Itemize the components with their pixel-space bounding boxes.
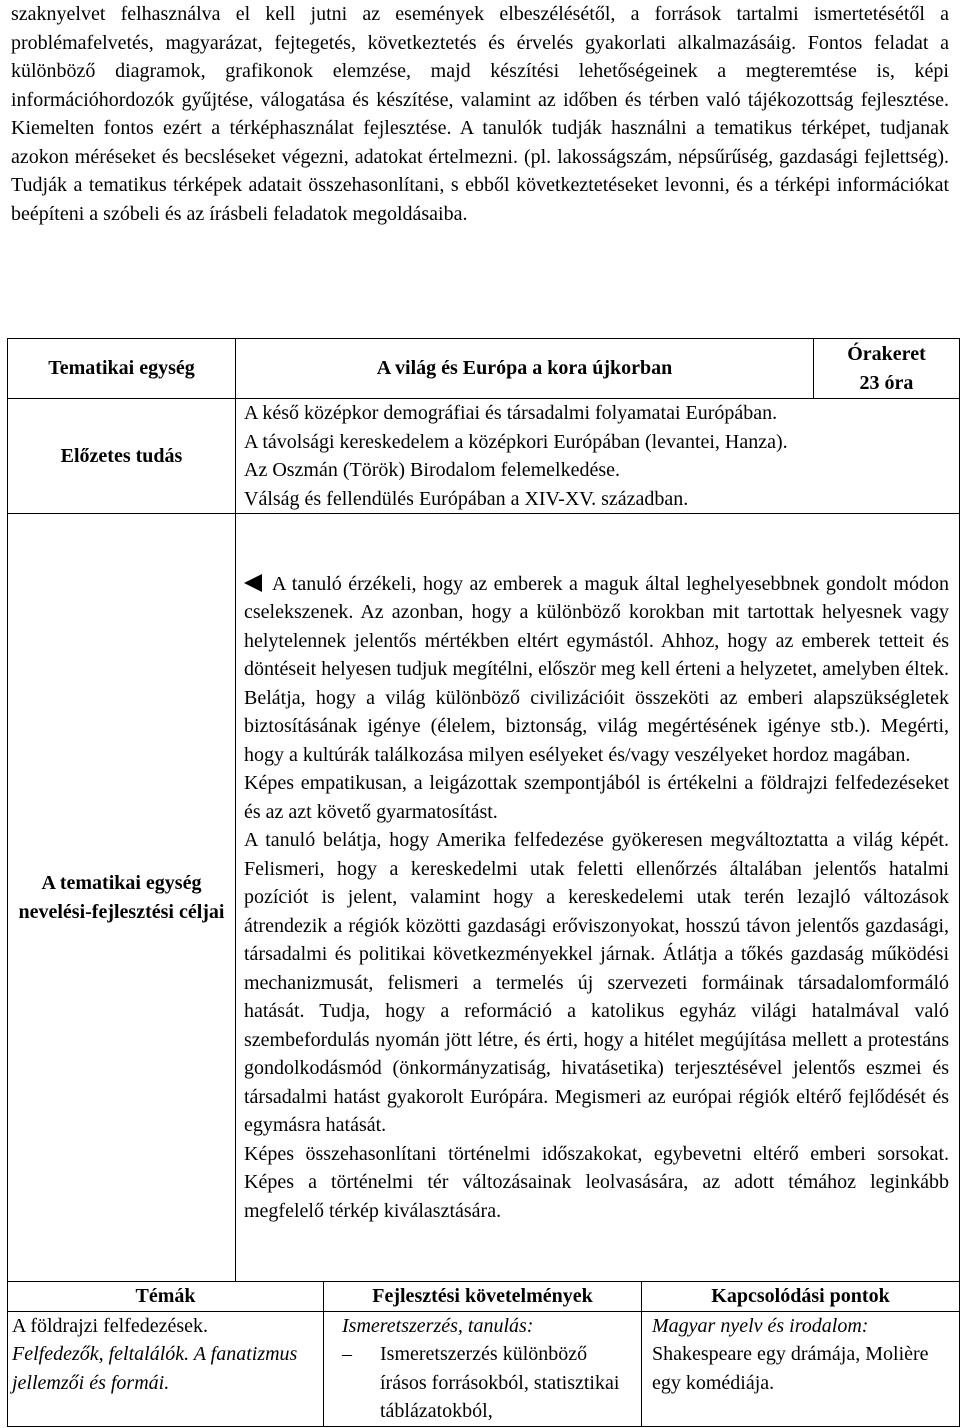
topic-line: A földrajzi felfedezések. xyxy=(12,1314,209,1337)
goals-paragraph: Képes összehasonlítani történelmi időszakokat, egybevetni eltérő emberi sorsokat. Képes a történelmi tér változásainak leolvasására, az adott témához leginkább megfelelő térkép kiválasztására. xyxy=(244,1142,949,1222)
dash-bullet: – xyxy=(342,1343,352,1365)
hours-value: 23 óra xyxy=(859,371,914,394)
intro-text: szaknyelvet felhasználva el kell jutni az események elbeszélésétől, a források tartalmi ismertetésétől a problémafelvetés, magyarázat, fejtegetés, következtetés és érvelés gyakorlati alkalmazásáig. Fontos feladat a különböző diagramok, grafikonok elemzése, majd készítési lehetőségeinek a megteremtése is, képi információhordozók gyűjtése, válogatása és készítése, valamint az időben és térben való tájékozottság fejlesztése. Kiemelten fontos ezért a térképhasználat fejlesztése. A tanulók tudják használni a tematikus térképet, tudjanak azokon méréseket és becsléseket végezni, adatokat értelmezni. (pl. lakosságszám, népsűrűség, gazdasági fejlettség). Tudják a tematikus térképek adatait összehasonlítani, s ebből következtetéseket levonni, és a térképi információkat beépíteni a szóbeli és az írásbeli feladatok megoldásaiba. xyxy=(11,3,949,225)
prior-item: Az Oszmán (Török) Birodalom felemelkedése. xyxy=(244,459,620,481)
header-topics: Témák xyxy=(8,1282,324,1312)
goals-paragraph xyxy=(236,570,959,770)
development-heading: Ismeretszerzés, tanulás: xyxy=(342,1314,534,1337)
hours-cell xyxy=(814,339,960,399)
topics-table xyxy=(7,1281,960,1427)
goals-label-text: A tematikai egység nevelési-fejlesztési céljai xyxy=(18,872,225,923)
links-heading: Magyar nyelv és irodalom: xyxy=(652,1314,869,1337)
unit-row xyxy=(8,339,960,399)
curriculum-table xyxy=(7,338,960,1282)
triangle-left-icon xyxy=(244,574,262,592)
prior-item: A késő középkor demográfiai és társadalmi folyamatai Európában. xyxy=(244,402,778,424)
unit-title: A világ és Európa a kora újkorban xyxy=(236,339,814,399)
development-cell xyxy=(324,1311,642,1426)
links-cell xyxy=(642,1311,960,1426)
prior-item: A távolsági kereskedelem a középkori Európában (levantei, Hanza). xyxy=(244,430,788,453)
links-text: Shakespeare egy drámája, Molière egy komédiája. xyxy=(652,1343,929,1394)
prior-item: Válság és fellendülés Európában a XIV-XV. században. xyxy=(244,487,689,510)
goals-label xyxy=(8,514,236,1282)
goals-paragraph: A tanuló belátja, hogy Amerika felfedezése gyökeresen megváltoztatta a világ képét. Felismeri, hogy a kereskedelmi utak feletti ellenőrzés általában jelentős hatalmi pozíciót is jelent, valamint hogy a kereskedelemi utak terén lezajló változások átrendezik a régiók közötti gazdasági erőviszonyokat, hosszú távon jelentős gazdasági, társadalmi és politikai következményekkel járnak. Átlátja a tőkés gazdaság működési mechanizmusát, felismeri a termelés új szervezeti formáinak társadalomformáló hatását. Tudja, hogy a reformáció a katolikus egyház világi hatalmával való szembefordulás nyomán jött létre, és érti, hogy a hitélet megújítása mellett a protestáns gondolkodásmód (önkormányzatiság, hivatásetika) terjesztésével jelentős eszmei és társadalmi hatást gyakorolt Európára. Megismeri az európai régiók eltérő fejlődését és egymásra hatását. xyxy=(244,829,949,1137)
development-item-text: Ismeretszerzés különböző írásos forrásokból, statisztikai táblázatokból, xyxy=(380,1343,620,1422)
goals-row xyxy=(8,514,960,1282)
prior-label: Előzetes tudás xyxy=(8,399,236,514)
goals-paragraph: Képes empatikusan, a leigázottak szempontjából is értékelni a földrajzi felfedezéseket és az azt követő gyarmatosítást. xyxy=(244,772,949,823)
development-item xyxy=(342,1340,637,1426)
intro-paragraph xyxy=(11,0,949,228)
unit-label: Tematikai egység xyxy=(8,339,236,399)
topics-body-row xyxy=(8,1311,960,1426)
topics-cell xyxy=(8,1311,324,1426)
hours-label: Órakeret xyxy=(847,343,926,365)
topics-header-row xyxy=(8,1282,960,1312)
topic-line-italic: Felfedezők, feltalálók. A fanatizmus jellemzői és formái. xyxy=(12,1343,298,1394)
goals-content xyxy=(236,514,960,1282)
prior-row xyxy=(8,399,960,514)
prior-content xyxy=(236,399,960,514)
header-links: Kapcsolódási pontok xyxy=(642,1282,960,1312)
goals-paragraph-text: A tanuló érzékeli, hogy az emberek a maguk által leghelyesebbnek gondolt módon cselekszenek. Az azonban, hogy a különböző korokban mit tartottak helyesnek vagy helytelennek jelentős mértékben eltért egymástól. Ahhoz, hogy az emberek tetteit és döntéseit helyesen tudjuk megítélni, először meg kell érteni a helyzetet, amelyben éltek. Belátja, hogy a világ különböző civilizációit összeköti az emberi alapszükségletek biztosításának igénye (élelem, biztonság, világ megértésének igénye stb.). Megérti, hogy a kultúrák találkozása milyen esélyeket és/vagy veszélyeket hordoz magában. xyxy=(244,572,949,766)
header-development: Fejlesztési követelmények xyxy=(324,1282,642,1312)
